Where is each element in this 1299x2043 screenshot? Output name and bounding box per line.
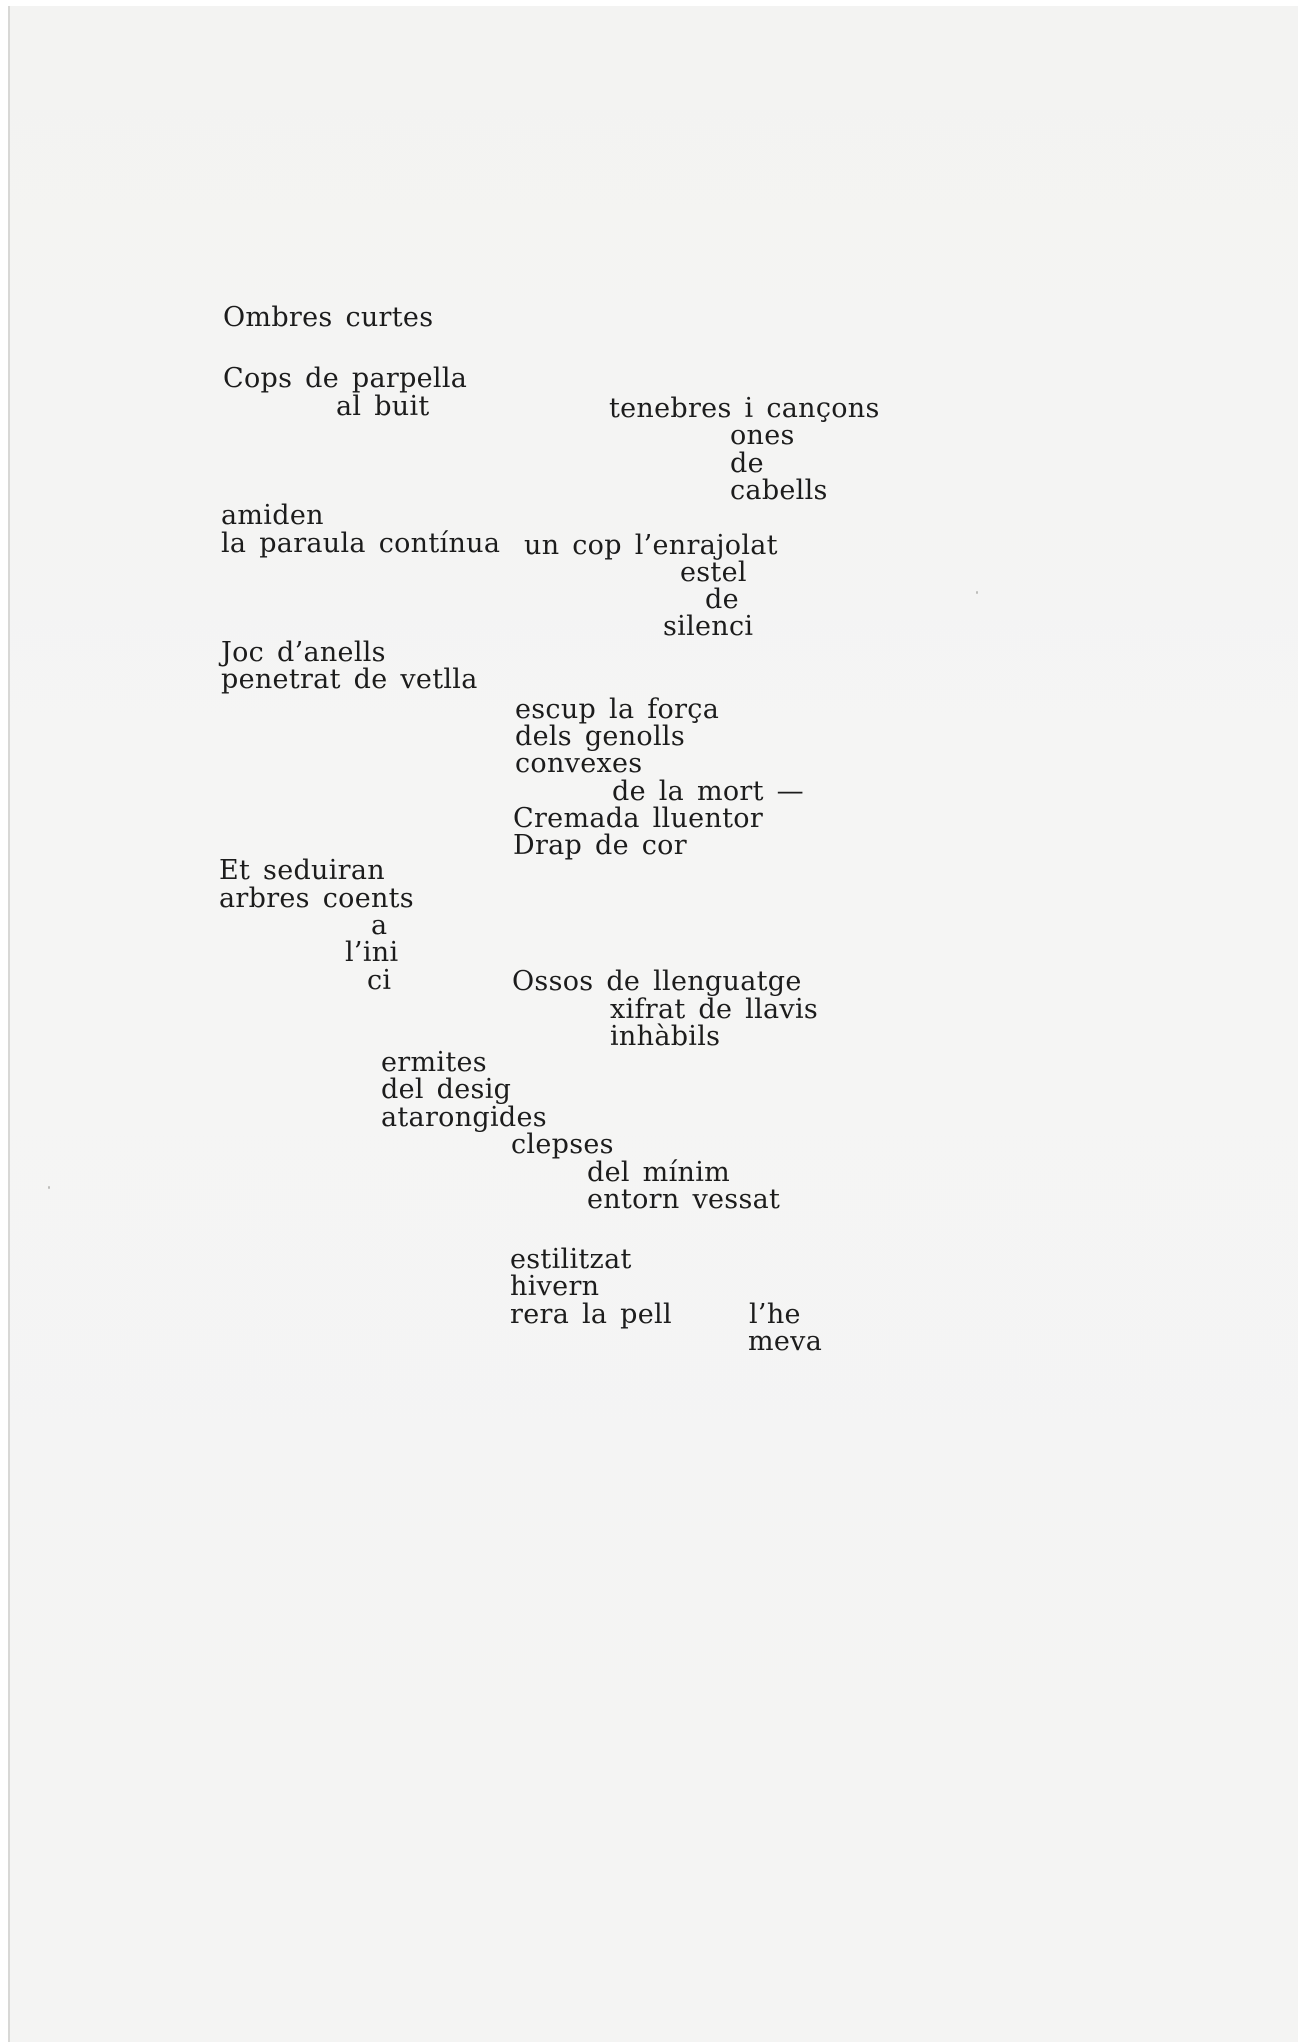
poem-line: Et seduiran [219,855,385,886]
poem-line: a [371,910,388,941]
paper-speck [48,1186,50,1189]
poem-line: al buit [336,391,430,422]
poem-line: Drap de cor [513,830,687,861]
poem-line: del mínim [587,1157,731,1188]
poem-line: ones [730,420,795,451]
poem-line: atarongides [381,1102,547,1133]
poem-line: ermites [381,1047,487,1078]
poem-line: la paraula contínua [221,528,501,559]
poem-line: xifrat de llavis [610,994,819,1025]
poem-line: entorn vessat [587,1184,781,1215]
poem-line: Cops de parpella [223,363,468,394]
poem-title: Ombres curtes [223,302,434,333]
poem-line: de [705,584,739,615]
poem-line: Joc d’anells [221,637,386,668]
poem-line: l’he [749,1299,801,1330]
poem-line: tenebres i cançons [609,393,880,424]
poem-line: dels genolls [515,721,685,752]
poem-line: arbres coents [219,883,414,914]
poem-line: de la mort — [612,776,804,807]
poem-line: convexes [515,748,643,779]
poem-line: inhàbils [610,1021,721,1052]
poem-line: escup la força [515,694,720,725]
poem-line: meva [748,1326,823,1357]
poem-line: Cremada lluentor [513,803,764,834]
poem-line: rera la pell [510,1299,672,1330]
poem-line: clepses [511,1129,614,1160]
poem-page [8,6,1298,2042]
poem-line: penetrat de vetlla [221,664,478,695]
poem-line: del desig [381,1074,512,1105]
poem-line: de [730,448,764,479]
poem-line: ci [367,965,392,996]
poem-line: hivern [510,1271,600,1302]
poem-line: estel [680,557,747,588]
poem-line: amiden [221,500,324,531]
poem-line: silenci [663,611,754,642]
poem-line: un cop l’enrajolat [524,530,778,561]
poem-line: Ossos de llenguatge [512,966,802,997]
paper-speck [976,591,978,594]
poem-line: cabells [730,475,828,506]
poem-line: l’ini [345,937,399,968]
poem-line: estilitzat [510,1244,632,1275]
